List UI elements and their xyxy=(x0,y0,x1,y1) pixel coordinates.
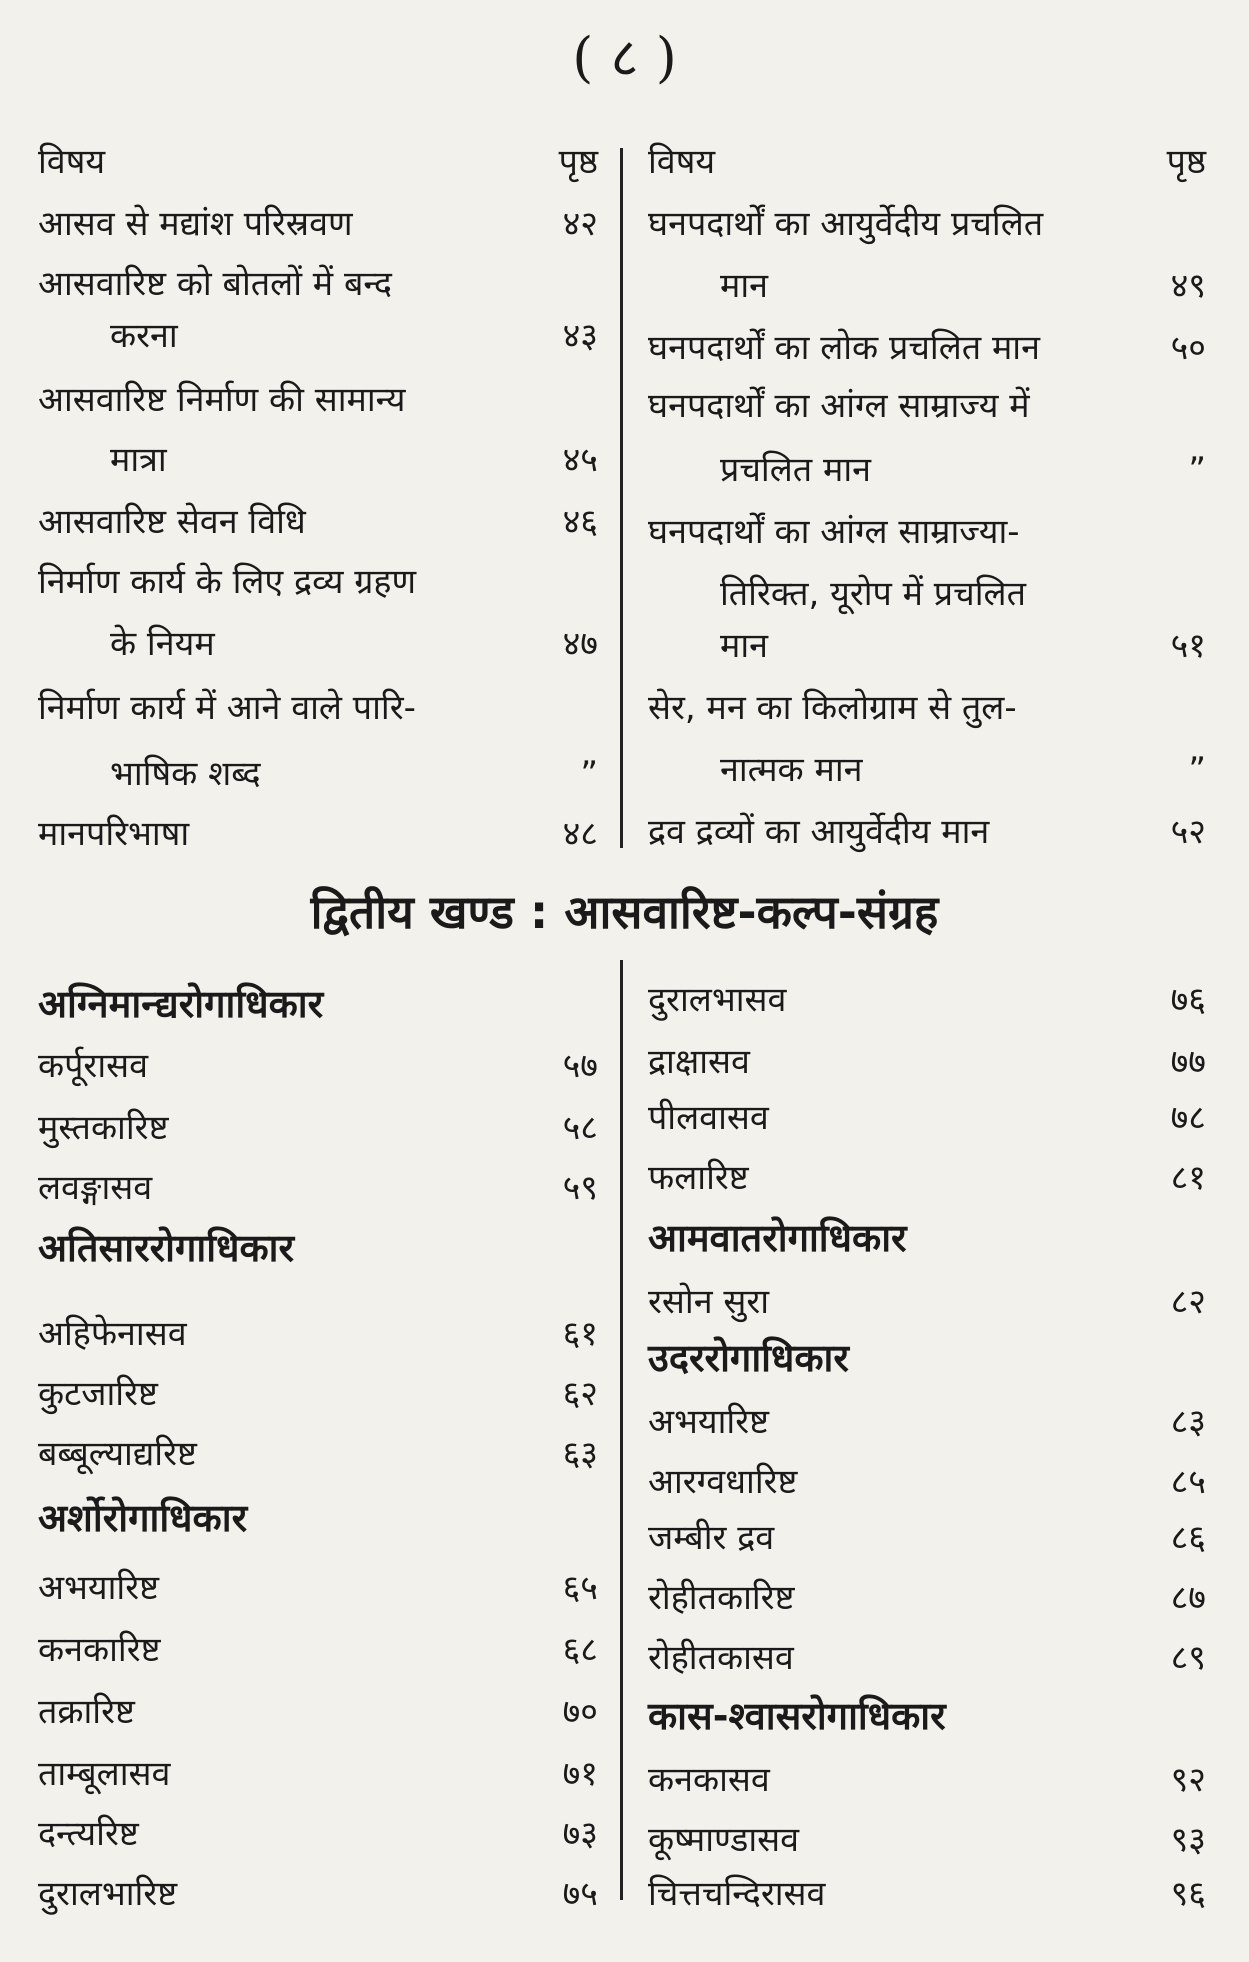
entry-page: ४७ xyxy=(562,624,598,664)
entry-page: ८६ xyxy=(1170,1518,1206,1558)
entry-text: कुटजारिष्ट xyxy=(38,1374,158,1414)
entry-text: चित्तचन्दिरासव xyxy=(648,1874,826,1914)
entry-text: कूष्माण्डासव xyxy=(648,1820,800,1860)
entry-text: आसवारिष्ट सेवन विधि xyxy=(38,502,306,542)
entry-text: आसव से मद्यांश परिस्रवण xyxy=(38,204,353,244)
entry-text: द्राक्षासव xyxy=(648,1042,750,1082)
entry-page: ” xyxy=(1188,450,1206,490)
entry-text: रसोन सुरा xyxy=(648,1282,770,1322)
entry-page: ७० xyxy=(562,1692,598,1732)
entry-text-cont: मात्रा xyxy=(110,440,167,480)
entry-page: ५१ xyxy=(1170,626,1206,666)
entry-text: निर्माण कार्य के लिए द्रव्य ग्रहण xyxy=(38,562,417,602)
entry-text: अहिफेनासव xyxy=(38,1314,187,1354)
entry-text: घनपदार्थों का आंग्ल साम्राज्या- xyxy=(648,512,1020,552)
entry-text-cont: प्रचलित मान xyxy=(720,450,871,490)
category-heading-text: अग्निमान्द्यरोगाधिकार xyxy=(38,982,324,1026)
entry-text-cont: भाषिक शब्द xyxy=(110,754,261,794)
entry-page: ५९ xyxy=(562,1168,598,1208)
category-heading-text: उदररोगाधिकार xyxy=(648,1336,849,1380)
category-heading-text: अतिसाररोगाधिकार xyxy=(38,1226,295,1270)
entry-page: ५० xyxy=(1170,328,1206,368)
entry-text: निर्माण कार्य में आने वाले पारि- xyxy=(38,688,416,728)
section-title: द्वितीय खण्ड : आसवारिष्ट-कल्प-संग्रह xyxy=(310,885,939,939)
entry-text: अभयारिष्ट xyxy=(38,1568,159,1608)
entry-text: पीलवासव xyxy=(648,1098,769,1138)
category-heading-text: कास-श्वासरोगाधिकार xyxy=(648,1694,946,1738)
entry-page: ८१ xyxy=(1170,1158,1206,1198)
entry-text-cont: तिरिक्त, यूरोप में प्रचलित xyxy=(720,574,1026,614)
entry-text: ताम्बूलासव xyxy=(38,1754,171,1794)
category-heading-text: आमवातरोगाधिकार xyxy=(648,1216,907,1260)
entry-page: ७५ xyxy=(562,1874,598,1914)
entry-text: दन्त्यरिष्ट xyxy=(38,1814,139,1854)
entry-page: ७७ xyxy=(1170,1042,1206,1082)
entry-text: घनपदार्थों का आंग्ल साम्राज्य में xyxy=(648,386,1030,426)
entry-text: दुरालभारिष्ट xyxy=(38,1874,178,1914)
entry-page: ५८ xyxy=(562,1108,598,1148)
entry-text: द्रव द्रव्यों का आयुर्वेदीय मान xyxy=(648,812,990,852)
entry-page: ७८ xyxy=(1170,1098,1206,1138)
entry-text: कनकासव xyxy=(648,1760,770,1800)
column-divider-bottom xyxy=(620,960,623,1900)
header-subject: विषय xyxy=(38,142,106,182)
entry-page: ४८ xyxy=(562,814,598,854)
entry-page: ५७ xyxy=(562,1046,598,1086)
entry-page: ८३ xyxy=(1170,1402,1206,1442)
entry-page: ” xyxy=(1188,750,1206,790)
entry-text: जम्बीर द्रव xyxy=(648,1518,775,1558)
entry-page: ५२ xyxy=(1170,812,1206,852)
entry-text: कर्पूरासव xyxy=(38,1046,149,1086)
entry-page: ९६ xyxy=(1170,1874,1206,1914)
entry-page: ९२ xyxy=(1170,1760,1206,1800)
entry-text: बब्बूल्याद्यरिष्ट xyxy=(38,1434,197,1474)
entry-text: कनकारिष्ट xyxy=(38,1630,161,1670)
entry-text: आसवारिष्ट निर्माण की सामान्य xyxy=(38,380,406,420)
entry-text: घनपदार्थों का लोक प्रचलित मान xyxy=(648,328,1040,368)
entry-text-cont: नात्मक मान xyxy=(720,750,863,790)
entry-page: ४३ xyxy=(562,316,598,356)
entry-page: ७१ xyxy=(562,1754,598,1794)
entry-page: ६१ xyxy=(562,1314,598,1354)
entry-page: ४६ xyxy=(562,502,598,542)
entry-text: रोहीतकारिष्ट xyxy=(648,1578,795,1618)
header-page: पृष्ठ xyxy=(1166,142,1206,182)
entry-page: ४९ xyxy=(1170,266,1206,306)
entry-page: ९३ xyxy=(1170,1820,1206,1860)
entry-text: फलारिष्ट xyxy=(648,1158,749,1198)
entry-text: आरग्वधारिष्ट xyxy=(648,1462,798,1502)
entry-text: घनपदार्थों का आयुर्वेदीय प्रचलित xyxy=(648,204,1044,244)
entry-page: ६५ xyxy=(562,1568,598,1608)
entry-text: मानपरिभाषा xyxy=(38,814,190,854)
entry-text-cont: करना xyxy=(110,316,178,356)
entry-page: ४२ xyxy=(562,204,598,244)
header-subject: विषय xyxy=(648,142,716,182)
entry-page: ६८ xyxy=(562,1630,598,1670)
entry-text-cont: मान xyxy=(720,626,769,666)
entry-text: रोहीतकासव xyxy=(648,1638,794,1678)
entry-page: ८९ xyxy=(1170,1638,1206,1678)
entry-text: अभयारिष्ट xyxy=(648,1402,769,1442)
entry-page: ” xyxy=(580,754,598,794)
page-number: ( ८ ) xyxy=(572,26,677,89)
entry-text-cont: के नियम xyxy=(110,624,215,664)
entry-page: ६३ xyxy=(562,1434,598,1474)
entry-text-cont: मान xyxy=(720,266,769,306)
category-heading-text: अर्शोरोगाधिकार xyxy=(38,1496,248,1540)
entry-page: ७३ xyxy=(562,1814,598,1854)
entry-text: मुस्तकारिष्ट xyxy=(38,1108,169,1148)
entry-text: लवङ्गासव xyxy=(38,1168,153,1208)
entry-page: ६२ xyxy=(562,1374,598,1414)
column-divider-top xyxy=(620,148,623,848)
entry-page: ७६ xyxy=(1170,980,1206,1020)
entry-page: ८५ xyxy=(1170,1462,1206,1502)
entry-text: सेर, मन का किलोग्राम से तुल- xyxy=(648,688,1017,728)
entry-text: दुरालभासव xyxy=(648,980,787,1020)
entry-page: ८२ xyxy=(1170,1282,1206,1322)
header-page: पृष्ठ xyxy=(558,142,598,182)
entry-text: तक्रारिष्ट xyxy=(38,1692,135,1732)
entry-text: आसवारिष्ट को बोतलों में बन्द xyxy=(38,264,392,304)
entry-page: ८७ xyxy=(1170,1578,1206,1618)
entry-page: ४५ xyxy=(562,440,598,480)
